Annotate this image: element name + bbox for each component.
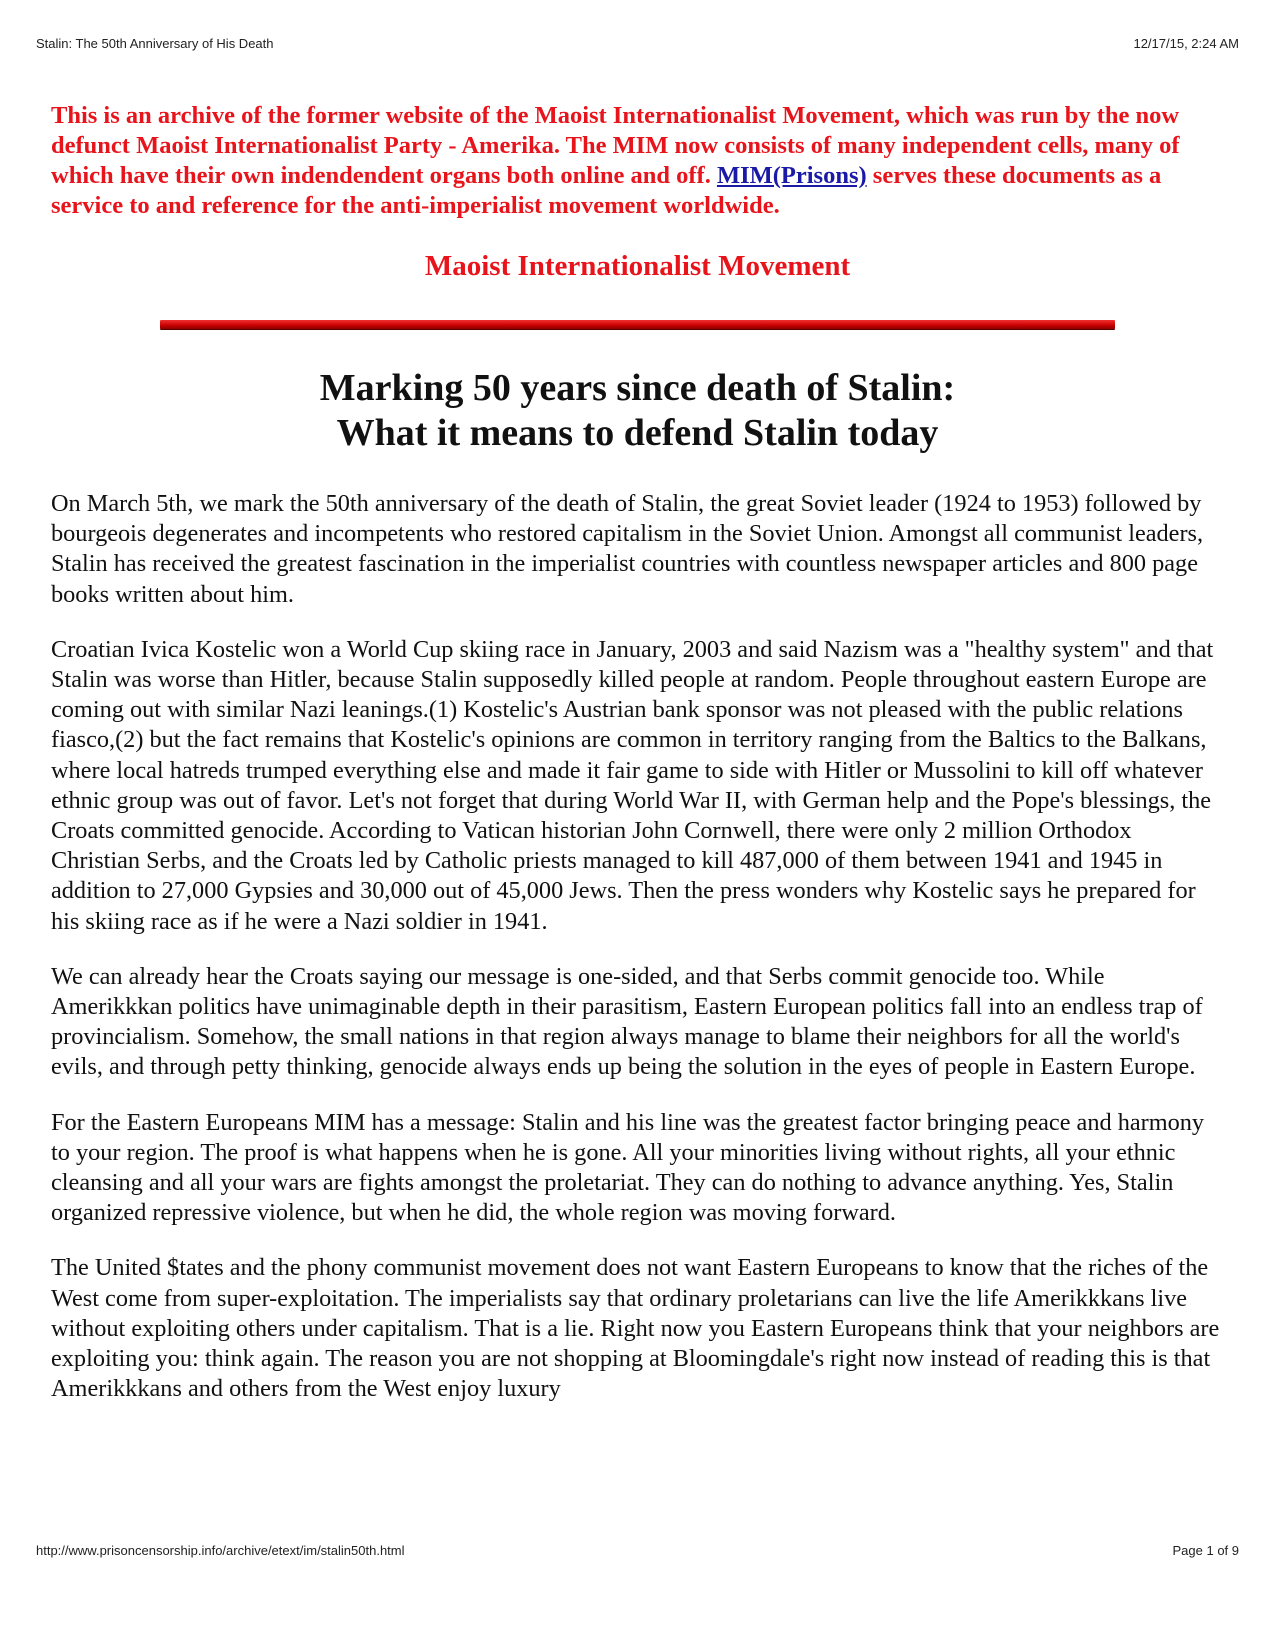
org-name-heading: Maoist Internationalist Movement [424, 250, 851, 282]
paragraph-croats-serbs: We can already hear the Croats saying our message is one-sided, and that Serbs commit genocide too. While Amerikkkan politics have unimaginable depth in their parasitism, Eastern European politics fall into an endless trap of provincialism. Somehow, the small nations in that region always manage to blame their neighbors for all the world's evils, and through petty thinking, genocide always ends up being the solution in the eyes of people in Eastern Europe. [51, 962, 1203, 1081]
print-header [36, 36, 1239, 54]
article-title-line-2: What it means to defend Stalin today [336, 412, 939, 454]
paragraph-anniversary: On March 5th, we mark the 50th anniversary of the death of Stalin, the great Soviet leader (1924 to 1953) followed by bourgeois degenerates and incompetents who restored capitalism in the Soviet Union. Amongst all communist leaders, Stalin has received the greatest fascination in the imperialist countries with countless newspaper articles and 800 page books written about him. [51, 490, 1204, 608]
archive-notice [51, 101, 1226, 221]
paragraph-message: For the Eastern Europeans MIM has a message: Stalin and his line was the greatest factor bringing peace and harmony to your region. The proof is what happens when he is gone. All your minorities living without rights, all your ethnic cleansing and all your wars are fights amongst the proletariat. They can do nothing to advance anything. Yes, Stalin organized repressive violence, but when he did, the whole region was moving forward. [51, 1108, 1205, 1227]
red-divider [160, 320, 1115, 329]
print-footer-page: Page 1 of 9 [1172, 1543, 1239, 1558]
archive-notice-text-start: This is an archive of the former website of the Maoist Internationalist Movement, which was run by the now defunct Maoist Internationalist Party - Amerika. The MIM now consists of many independent cells, many of which have their own indendendent organs both online and off. [51, 102, 1180, 189]
print-footer [36, 1543, 1239, 1561]
print-footer-url: http://www.prisoncensorship.info/archive/etext/im/stalin50th.html [36, 1543, 405, 1558]
mim-prisons-link[interactable]: MIM(Prisons) [716, 162, 867, 189]
print-header-datetime: 12/17/15, 2:24 AM [1133, 36, 1239, 51]
paragraph-super-exploitation: The United $tates and the phony communist movement does not want Eastern Europeans to know that the riches of the West come from super-exploitation. The imperialists say that ordinary proletarians can live the life Amerikkkans live without exploiting others under capitalism. That is a lie. Right now you Eastern Europeans think that your neighbors are exploiting you: think again. The reason you are not shopping at Bloomingdale's right now instead of reading this is that Amerikkkans and others from the West enjoy luxury [51, 1254, 1220, 1403]
article-body [51, 489, 1226, 1429]
archive-notice-text-end: serves these documents as a service to and reference for the anti-imperialist movement worldwide. [51, 162, 1162, 219]
article-title-line-1: Marking 50 years since death of Stalin: [319, 367, 956, 409]
paragraph-kostelic: Croatian Ivica Kostelic won a World Cup skiing race in January, 2003 and said Nazism was a "healthy system" and that Stalin was worse than Hitler, because Stalin supposedly killed people at random. People throughout eastern Europe are coming out with similar Nazi leanings.(1) Kostelic's Austrian bank sponsor was not pleased with the public relations fiasco,(2) but the fact remains that Kostelic's opinions are common in territory ranging from the Baltics to the Balkans, where local hatreds trumped everything else and made it fair game to side with Hitler or Mussolini to kill off whatever ethnic group was out of favor. Let's not forget that during World War II, with German help and the Pope's blessings, the Croats committed genocide. According to Vatican historian John Cornwell, there were only 2 million Orthodox Christian Serbs, and the Croats led by Catholic priests managed to kill 487,000 of them between 1941 and 1945 in addition to 27,000 Gypsies and 30,000 out of 45,000 Jews. Then the press wonders why Kostelic says he prepared for his skiing race as if he were a Nazi soldier in 1941. [51, 635, 1214, 935]
print-header-title: Stalin: The 50th Anniversary of His Death [36, 36, 274, 51]
article-title [0, 366, 1275, 456]
